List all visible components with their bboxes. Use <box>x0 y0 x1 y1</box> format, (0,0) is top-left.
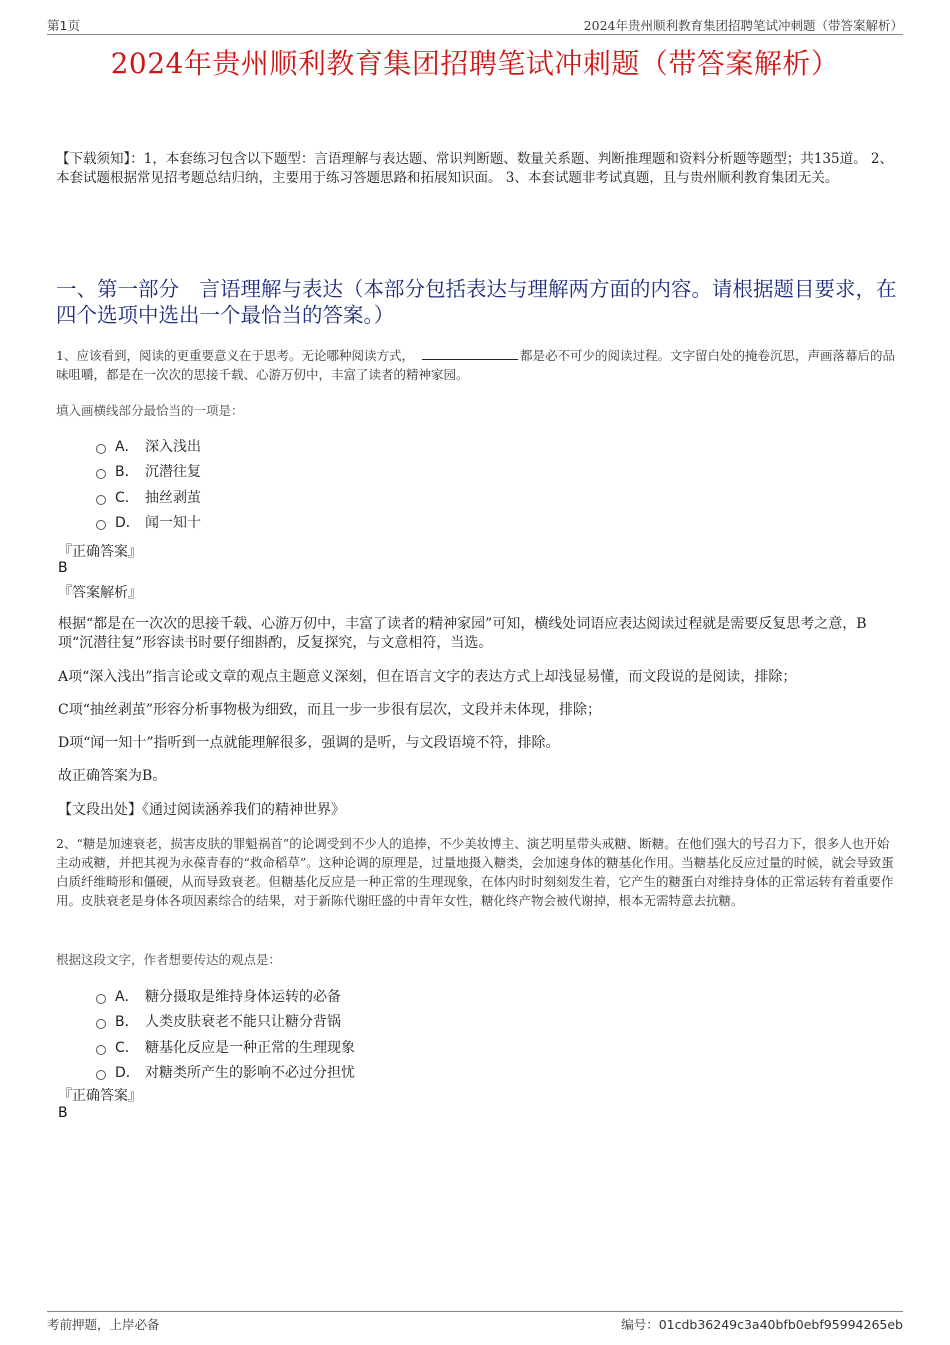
answer-value: B <box>58 1105 68 1121</box>
answer-label: 『正确答案』 <box>58 544 142 560</box>
question-2-options <box>96 983 355 1085</box>
footer-doc-id: 编号：01cdb36249c3a40bfb0ebf95994265eb <box>621 1317 903 1332</box>
radio-icon[interactable] <box>96 520 106 530</box>
option-text: 人类皮肤衰老不能只让糖分背锅 <box>145 1014 341 1031</box>
source-citation: 【文段出处】《通过阅读涵养我们的精神世界》 <box>58 802 345 818</box>
download-notice: 【下载须知】：1，本套练习包含以下题型：言语理解与表达题、常识判断题、数量关系题、判断推理题和资料分析题等题型；共135道。 2、本套试题根据常见招考题总结归纳，主要用于练习答题思路和拓展知识面。 3、本套试题非考试真题，且与贵州顺利教育集团无关。 <box>56 151 893 186</box>
page-number: 第1页 <box>47 18 80 33</box>
radio-icon[interactable] <box>96 994 106 1004</box>
analysis-paragraph: A项“深入浅出”指言论或文章的观点主题意义深刻，但在语言文字的表达方式上却浅显易懂，而文段说的是阅读，排除； <box>58 669 797 685</box>
option-b[interactable] <box>96 459 201 485</box>
option-text: 糖分摄取是维持身体运转的必备 <box>145 988 341 1005</box>
question-2-text: 2、“糖是加速衰老，损害皮肤的罪魁祸首”的论调受到不少人的追捧，不少美妆博主、演艺明星带头戒糖、断糖。在他们强大的号召力下，很多人也开始主动戒糖，并把其视为永葆青春的“救命稻草”。这种论调的原理是，过量地摄入糖类，会加速身体的糖基化作用。当糖基化反应过量的时候，就会导致蛋白质纤维畸形和僵硬，从而导致衰老。但糖基化反应是一种正常的生理现象，在体内时时刻刻发生着，它产生的糖蛋白对维持身体的正常运转有着重要作用。皮肤衰老是身体各项因素综合的结果，对于新陈代谢旺盛的中青年女性，糖化终产物会被代谢掉，根本无需特意去抗糖。 <box>56 836 894 908</box>
option-a[interactable] <box>96 983 355 1009</box>
option-text: 对糖类所产生的影响不必过分担忧 <box>145 1065 355 1082</box>
option-text: 沉潜往复 <box>145 464 201 481</box>
fill-blank <box>422 346 518 360</box>
option-d[interactable] <box>96 1060 355 1086</box>
radio-icon[interactable] <box>96 1019 106 1029</box>
question-2-prompt: 根据这段文字，作者想要传达的观点是： <box>56 952 282 967</box>
analysis-label: 『答案解析』 <box>58 585 142 601</box>
header-doc-name: 2024年贵州顺利教育集团招聘笔试冲刺题（带答案解析） <box>583 18 903 33</box>
answer-label: 『正确答案』 <box>58 1088 142 1104</box>
question-1-options <box>96 433 201 535</box>
option-letter: B． <box>115 464 139 481</box>
option-text: 糖基化反应是一种正常的生理现象 <box>145 1039 355 1056</box>
radio-icon[interactable] <box>96 1070 106 1080</box>
question-1-text <box>56 346 901 384</box>
radio-icon[interactable] <box>96 469 106 479</box>
option-text: 深入浅出 <box>145 438 201 455</box>
option-a[interactable] <box>96 433 201 459</box>
radio-icon[interactable] <box>96 1045 106 1055</box>
question-1-prompt: 填入画横线部分最恰当的一项是： <box>56 403 244 418</box>
option-c[interactable] <box>96 484 201 510</box>
analysis-conclusion: 故正确答案为B。 <box>58 768 167 784</box>
option-b[interactable] <box>96 1009 355 1035</box>
option-letter: D． <box>115 1065 140 1082</box>
radio-icon[interactable] <box>96 444 106 454</box>
page-header <box>47 14 903 35</box>
analysis-paragraph: 根据“都是在一次次的思接千载、心游万仞中，丰富了读者的精神家园”可知，横线处词语应表达阅读过程就是需要反复思考之意，B项“沉潜往复”形容读书时要仔细斟酌，反复探究，与文意相符，当选。 <box>58 616 867 651</box>
section-title: 一、第一部分 言语理解与表达（本部分包括表达与理解两方面的内容。请根据题目要求，在四个选项中选出一个最恰当的答案。） <box>56 277 897 327</box>
option-text: 闻一知十 <box>145 515 201 532</box>
page-footer <box>47 1311 903 1334</box>
option-letter: B． <box>115 1014 139 1031</box>
question-1-text-after: 都是必不可少的阅读过程。文字留白处的掩卷沉思，声画落幕后的品味咀嚼，都是在一次次的思接千载、心游万仞中，丰富了读者的精神家园。 <box>56 348 895 382</box>
option-c[interactable] <box>96 1034 355 1060</box>
option-letter: C． <box>115 489 139 506</box>
option-text: 抽丝剥茧 <box>145 489 201 506</box>
analysis-paragraph: D项“闻一知十”指听到一点就能理解很多，强调的是听，与文段语境不符，排除。 <box>58 735 560 751</box>
footer-slogan: 考前押题，上岸必备 <box>47 1317 160 1332</box>
option-letter: C． <box>115 1039 139 1056</box>
radio-icon[interactable] <box>96 495 106 505</box>
option-letter: A． <box>115 988 139 1005</box>
option-letter: A． <box>115 438 139 455</box>
document-title: 2024年贵州顺利教育集团招聘笔试冲刺题（带答案解析） <box>110 47 840 80</box>
question-1-text-before: 1、应该看到，阅读的更重要意义在于思考。无论哪种阅读方式， <box>56 348 414 363</box>
option-d[interactable] <box>96 510 201 536</box>
option-letter: D． <box>115 515 140 532</box>
analysis-paragraph: C项“抽丝剥茧”形容分析事物极为细致，而且一步一步很有层次，文段并未体现，排除； <box>58 702 602 718</box>
answer-value: B <box>58 560 68 576</box>
